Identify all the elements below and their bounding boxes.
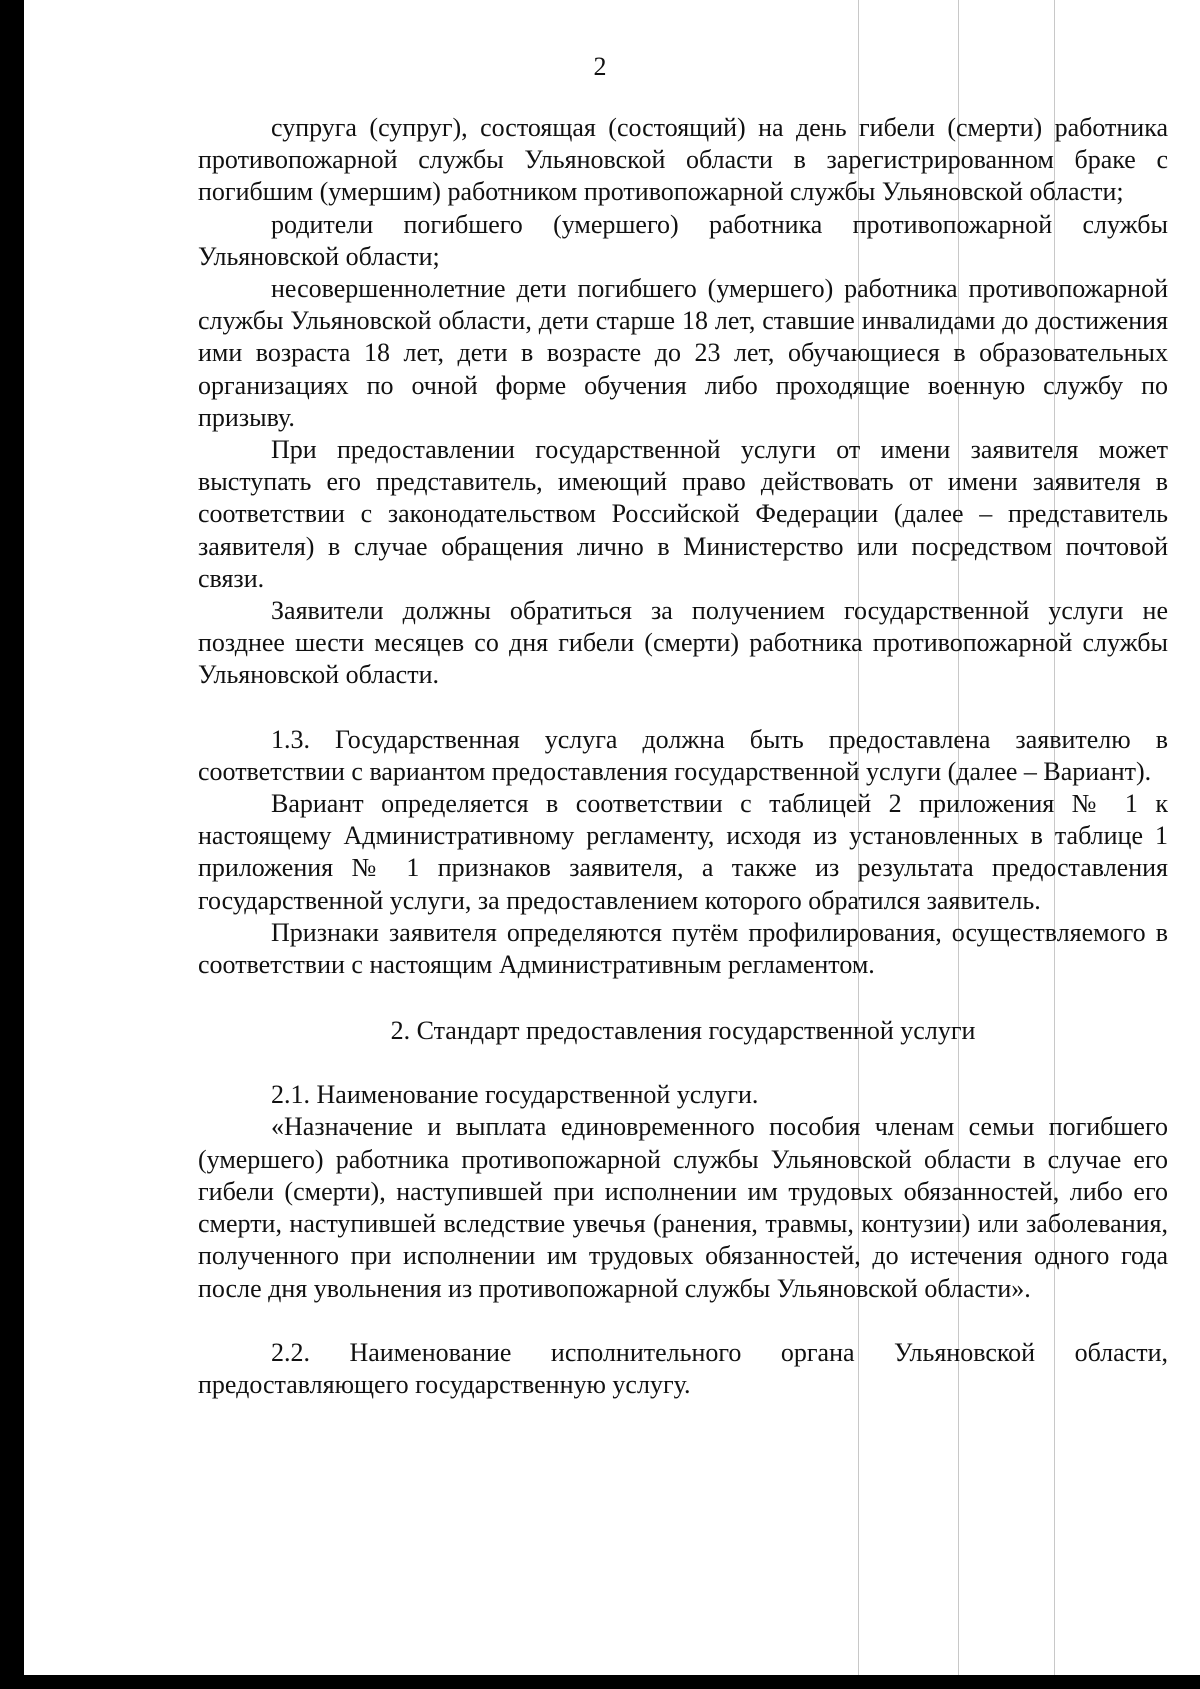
page-number: 2 (593, 52, 607, 81)
section-2-heading: 2. Стандарт предоставления государственной услуги (390, 1016, 976, 1046)
paragraph-1-3: 1.3. Государственная услуга должна быть предоставлена заявителю в соответствии с вариантом предоставления государственной услуги (далее – Вариант). (198, 724, 1168, 786)
paragraph-spouse: супруга (супруг), состоящая (состоящий) на день гибели (смерти) работника противопожарной службы Ульяновской области в зарегистрированном браке с погибшим (умершим) работником противопожарной службы Ульяновской области; (198, 113, 1168, 207)
scan-bottom-border (0, 1675, 1200, 1689)
paragraph-2-1-text: «Назначение и выплата единовременного пособия членам семьи погибшего (умершего) работника противопожарной службы Ульяновской области в случае его гибели (смерти), наступившей при исполнении им трудовых обязанностей, либо его смерти, наступившей вследствие увечья (ранения, травмы, контузии) или заболевания, полученного при исполнении им трудовых обязанностей, до истечения одного года после дня увольнения из противопожарной службы Ульяновской области». (198, 1112, 1168, 1303)
paragraph-2-2-title: 2.2. Наименование исполнительного органа Ульяновской области, предоставляющего государственную услугу. (198, 1337, 1168, 1399)
paragraph-profiling: Признаки заявителя определяются путём профилирования, осуществляемого в соответствии с настоящим Административным регламентом. (198, 917, 1168, 980)
paragraph-children: несовершеннолетние дети погибшего (умершего) работника противопожарной службы Ульяновской области, дети старше 18 лет, ставшие инвалидами до достижения ими возраста 18 лет, дети в возрасте до 23 лет, обучающиеся в образовательных организациях по очной форме обучения либо проходящие военную службу по призыву. (198, 274, 1168, 432)
paragraph-representative: При предоставлении государственной услуги от имени заявителя может выступать его представитель, имеющий право действовать от имени заявителя в соответствии с законодательством Российской Федерации (далее – представитель заявителя) в случае обращения лично в Министерство или посредством почтовой связи. (198, 435, 1168, 593)
paragraph-2-1-title: 2.1. Наименование государственной услуги. (271, 1080, 759, 1110)
paragraph-variant: Вариант определяется в соответствии с таблицей 2 приложения № 1 к настоящему Административному регламенту, исходя из установленных в таблице 1 приложения № 1 признаков заявителя, а также из результата предоставления государственной услуги, за предоставлением которого обратился заявитель. (198, 789, 1168, 915)
paragraph-deadline: Заявители должны обратиться за получением государственной услуги не позднее шести месяцев со дня гибели (смерти) работника противопожарной службы Ульяновской области. (198, 596, 1168, 690)
paragraph-parents: родители погибшего (умершего) работника противопожарной службы Ульяновской области; (198, 209, 1168, 271)
document-body (198, 112, 1168, 1401)
scan-left-border (0, 0, 24, 1689)
